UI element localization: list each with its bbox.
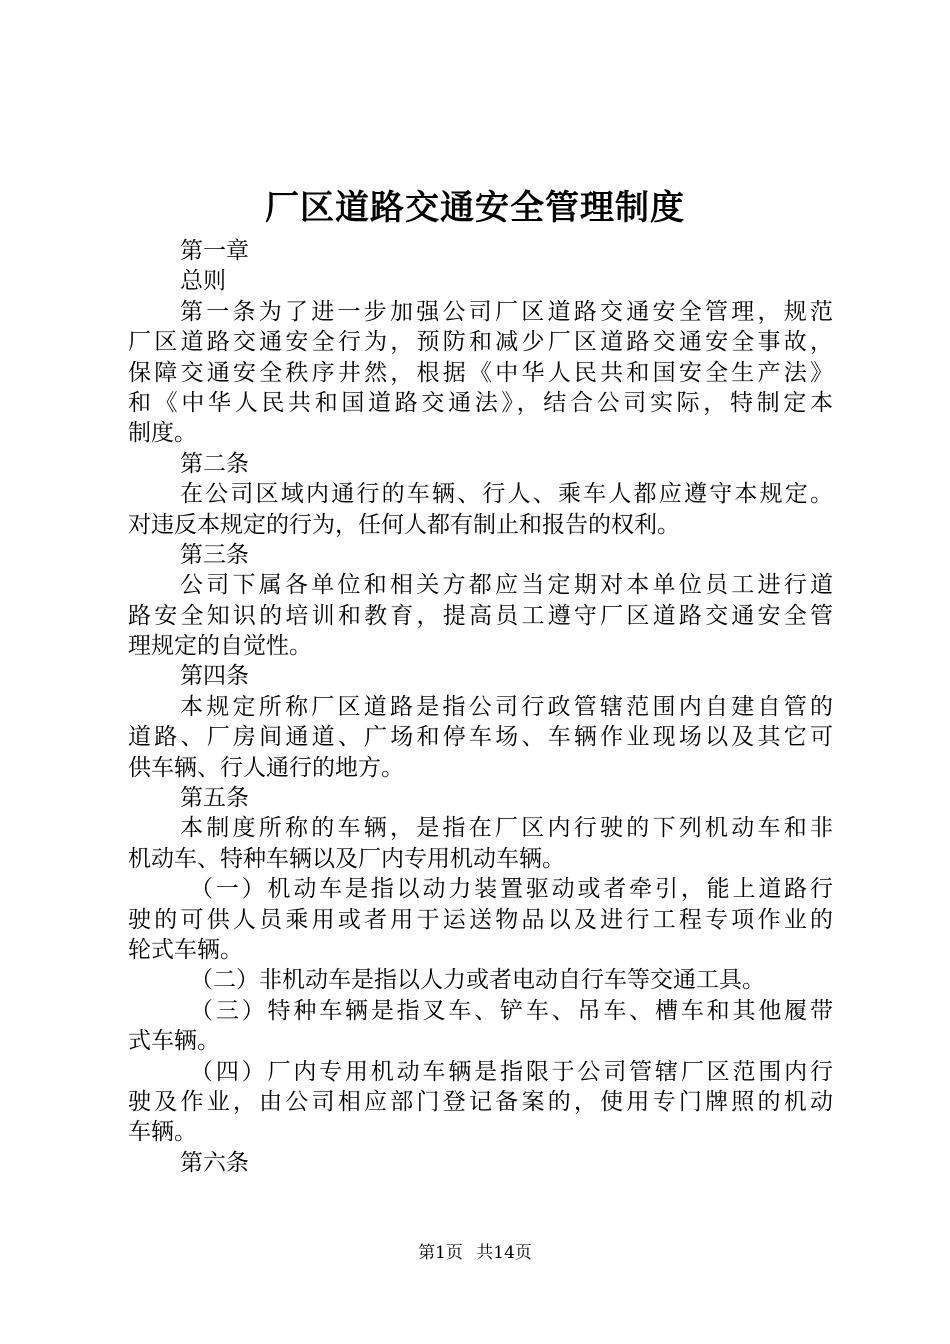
text-line: 和《中华人民共和国道路交通法》，结合公司实际，特制定本 <box>128 389 833 416</box>
text-line: 第六条 <box>180 1149 249 1176</box>
text-line: 公司下属各单位和相关方都应当定期对本单位员工进行道 <box>180 572 833 599</box>
text-line: 轮式车辆。 <box>128 936 243 963</box>
text-line: 制度。 <box>128 420 197 447</box>
text-line: 本规定所称厂区道路是指公司行政管辖范围内自建自管的 <box>180 693 833 720</box>
text-line: （二）非机动车是指以人力或者电动自行车等交通工具。 <box>190 967 765 994</box>
text-line: 第二条 <box>180 450 249 477</box>
document-body <box>128 236 833 1178</box>
text-line: 驶及作业，由公司相应部门登记备案的，使用专门牌照的机动 <box>128 1088 833 1115</box>
text-line: 路安全知识的培训和教育，提高员工遵守厂区道路交通安全管 <box>128 602 833 629</box>
page-total: 共14页 <box>476 1243 532 1263</box>
text-line: 车辆。 <box>128 1119 197 1146</box>
text-line: 总则 <box>180 268 226 295</box>
text-line: 第四条 <box>180 663 249 690</box>
text-line: （一）机动车是指以动力装置驱动或者牵引，能上道路行 <box>190 876 833 903</box>
text-line: 式车辆。 <box>128 1028 220 1055</box>
text-line: 对违反本规定的行为，任何人都有制止和报告的权利。 <box>128 511 680 538</box>
text-line: 第一条为了进一步加强公司厂区道路交通安全管理，规范 <box>180 298 833 325</box>
text-line: 厂区道路交通安全行为，预防和减少厂区道路交通安全事故， <box>128 329 833 356</box>
text-line: （四）厂内专用机动车辆是指限于公司管辖厂区范围内行 <box>190 1058 833 1085</box>
text-line: 道路、厂房间通道、广场和停车场、车辆作业现场以及其它可 <box>128 724 833 751</box>
text-line: 供车辆、行人通行的地方。 <box>128 754 404 781</box>
text-line: 在公司区域内通行的车辆、行人、乘车人都应遵守本规定。 <box>180 481 833 508</box>
text-line: 本制度所称的车辆，是指在厂区内行驶的下列机动车和非 <box>180 815 833 842</box>
text-line: 第一章 <box>180 238 249 264</box>
document-title: 厂区道路交通安全管理制度 <box>265 188 685 228</box>
text-line: 第三条 <box>180 541 249 568</box>
text-line: 保障交通安全秩序井然，根据《中华人民共和国安全生产法》 <box>128 359 833 386</box>
page-number: 第1页 <box>418 1243 463 1263</box>
text-line: 理规定的自觉性。 <box>128 633 312 660</box>
text-line: （三）特种车辆是指叉车、铲车、吊车、槽车和其他履带 <box>190 997 833 1024</box>
page-footer <box>0 1241 950 1265</box>
text-line: 第五条 <box>180 785 249 812</box>
text-line: 机动车、特种车辆以及厂内专用机动车辆。 <box>128 845 565 872</box>
text-line: 驶的可供人员乘用或者用于运送物品以及进行工程专项作业的 <box>128 906 833 933</box>
